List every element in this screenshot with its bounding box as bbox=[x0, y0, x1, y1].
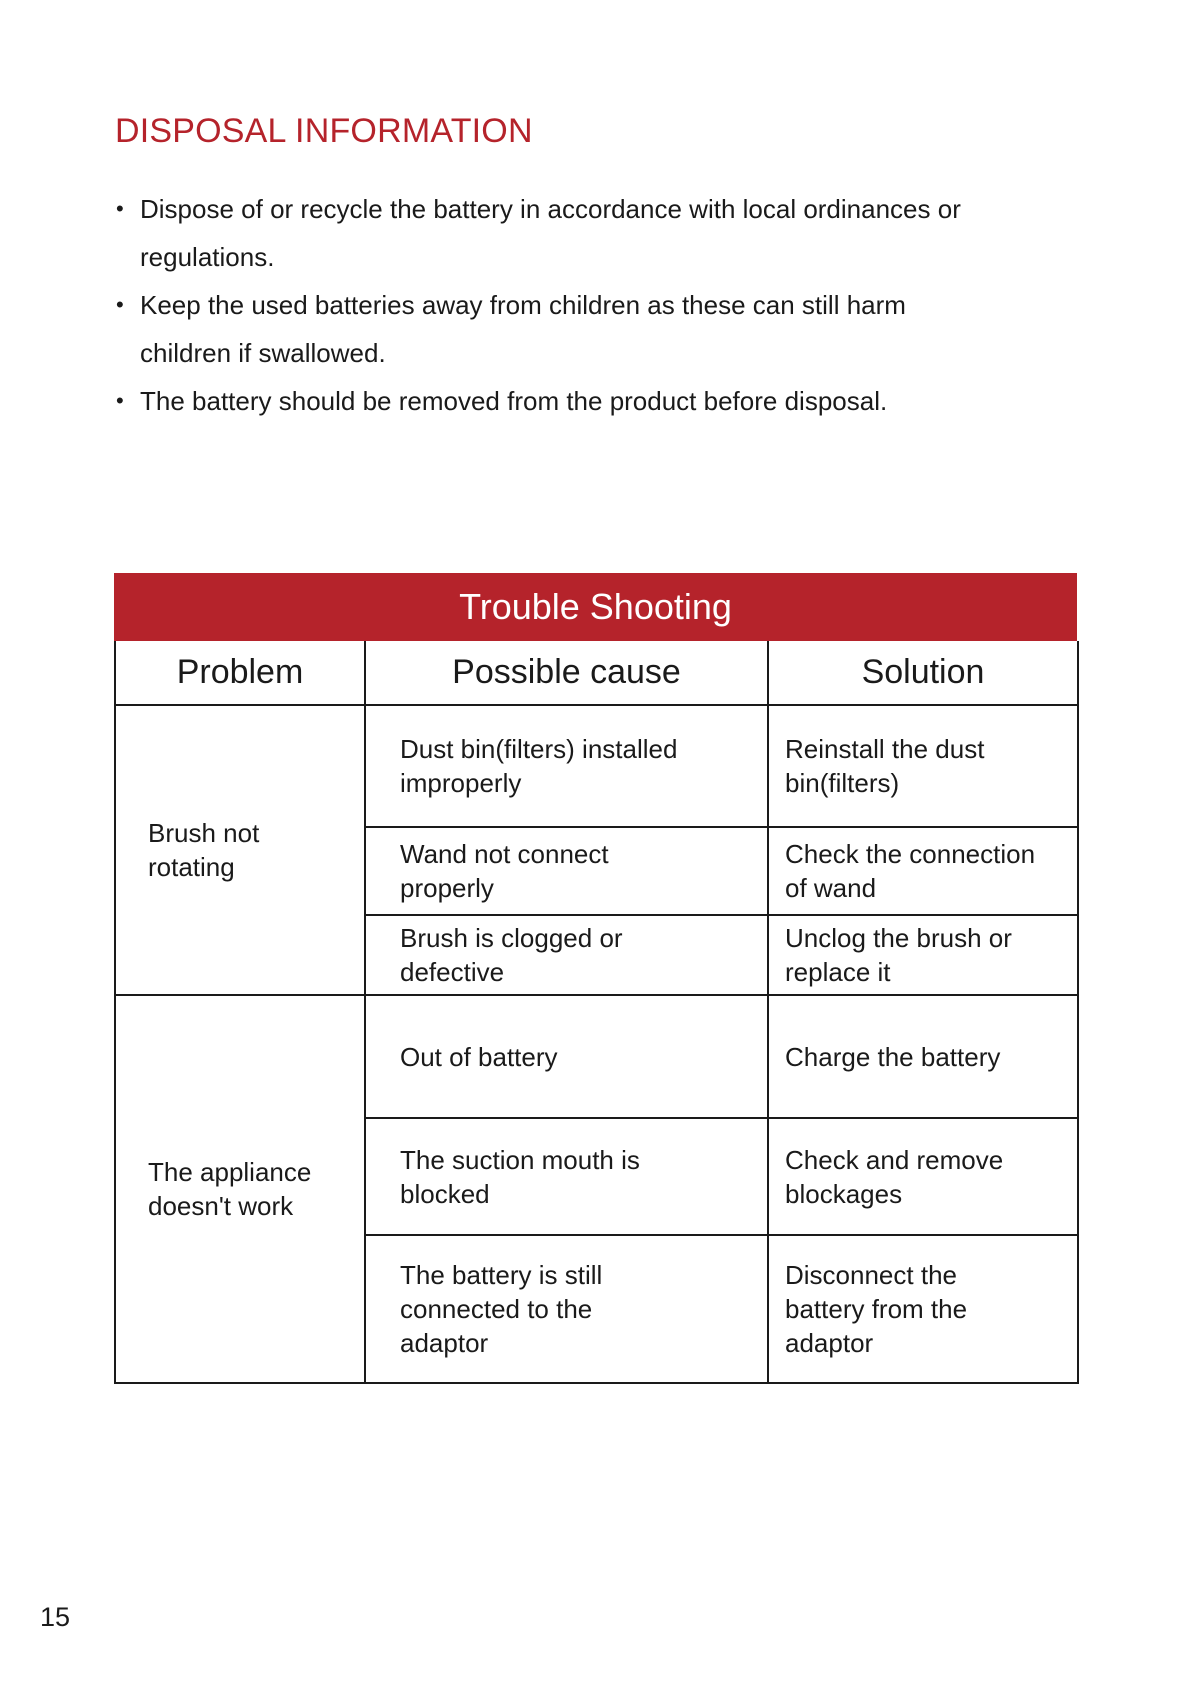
problem-text: The appliance doesn't work bbox=[148, 1157, 312, 1221]
problem-cell bbox=[115, 705, 365, 995]
cause-cell bbox=[365, 1118, 768, 1235]
cause-cell bbox=[365, 1235, 768, 1383]
disposal-bullet-list bbox=[116, 185, 1096, 425]
disposal-bullet-text: Dispose of or recycle the battery in accordance with local ordinances or regulations. bbox=[140, 194, 961, 272]
cause-text: Wand not connect properly bbox=[400, 839, 609, 903]
problem-cell bbox=[115, 995, 365, 1383]
problem-column-header: Problem bbox=[115, 641, 365, 705]
problem-text: Brush not rotating bbox=[148, 818, 260, 882]
disposal-title: DISPOSAL INFORMATION bbox=[115, 112, 533, 150]
cause-text: Brush is clogged or defective bbox=[400, 923, 623, 987]
solution-text: Unclog the brush or replace it bbox=[785, 923, 1012, 987]
troubleshooting-section bbox=[114, 573, 1077, 1384]
cause-text: Dust bin(filters) installed improperly bbox=[400, 734, 678, 798]
solution-text: Disconnect the battery from the adaptor bbox=[785, 1260, 968, 1358]
solution-cell bbox=[768, 915, 1078, 995]
solution-text: Reinstall the dust bin(filters) bbox=[785, 734, 985, 798]
table-row bbox=[115, 995, 1078, 1118]
solution-text: Charge the battery bbox=[785, 1041, 1001, 1072]
disposal-bullet bbox=[116, 377, 1096, 425]
cause-cell bbox=[365, 827, 768, 915]
solution-cell bbox=[768, 827, 1078, 915]
solution-column-header: Solution bbox=[768, 641, 1078, 705]
solution-text: Check the connection of wand bbox=[785, 839, 1036, 903]
troubleshooting-title: Trouble Shooting bbox=[114, 573, 1077, 641]
solution-cell bbox=[768, 995, 1078, 1118]
table-header-row bbox=[115, 641, 1078, 705]
table-row bbox=[115, 705, 1078, 827]
cause-cell bbox=[365, 915, 768, 995]
cause-cell bbox=[365, 995, 768, 1118]
cause-text: The battery is still connected to the adaptor bbox=[400, 1260, 603, 1358]
disposal-bullet-text: The battery should be removed from the product before disposal. bbox=[140, 386, 888, 416]
solution-cell bbox=[768, 1235, 1078, 1383]
cause-text: The suction mouth is blocked bbox=[400, 1144, 640, 1209]
cause-text: Out of battery bbox=[400, 1041, 558, 1072]
disposal-bullet-text: Keep the used batteries away from children as these can still harm children if swallowed. bbox=[140, 290, 906, 368]
cause-column-header: Possible cause bbox=[365, 641, 768, 705]
solution-text: Check and remove blockages bbox=[785, 1144, 1004, 1209]
troubleshooting-table bbox=[114, 641, 1079, 1384]
solution-cell bbox=[768, 705, 1078, 827]
solution-cell bbox=[768, 1118, 1078, 1235]
page-number: 15 bbox=[40, 1602, 71, 1632]
disposal-bullet bbox=[116, 185, 1096, 281]
cause-cell bbox=[365, 705, 768, 827]
disposal-bullet bbox=[116, 281, 1096, 377]
